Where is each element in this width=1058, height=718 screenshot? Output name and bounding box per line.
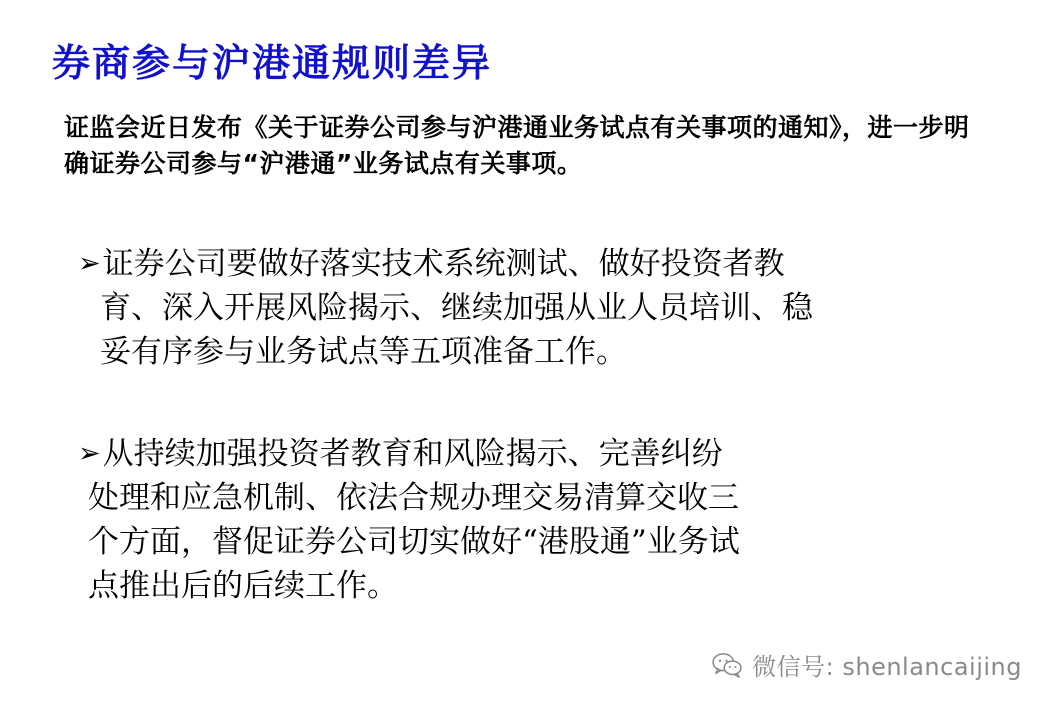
bullet-1-line-1: 证券公司要做好落实技术系统测试、做好投资者教: [102, 246, 785, 282]
bullet-2-line-2: 处理和应急机制、依法合规办理交易清算交收三: [88, 480, 739, 517]
bullet-1-line-3: 妥有序参与业务试点等五项准备工作。: [100, 334, 627, 371]
page-title: 券商参与沪港通规则差异: [52, 40, 493, 85]
bullet-2-line-3: 个方面，督促证券公司切实做好“港股通”业务试: [88, 524, 740, 561]
arrow-bullet-icon: ➢: [78, 438, 101, 469]
bullet-item-1: [78, 242, 978, 374]
bullet-1-line-2: 育、深入开展风险揭示、继续加强从业人员培训、稳: [100, 290, 813, 327]
wechat-icon: [712, 652, 742, 678]
watermark-text: 微信号: shenlancaijing: [752, 653, 1022, 681]
bullet-2-line-1: 从持续加强投资者教育和风险揭示、完善纠纷: [102, 436, 723, 472]
bullet-item-2: [78, 432, 978, 608]
intro-paragraph: 证监会近日发布《关于证券公司参与沪港通业务试点有关事项的通知》，进一步明确证券公司参与“沪港通”业务试点有关事项。: [64, 113, 970, 179]
watermark: [712, 647, 1022, 682]
bullet-2-line-4: 点推出后的后续工作。: [88, 568, 398, 605]
arrow-bullet-icon: ➢: [78, 248, 101, 279]
